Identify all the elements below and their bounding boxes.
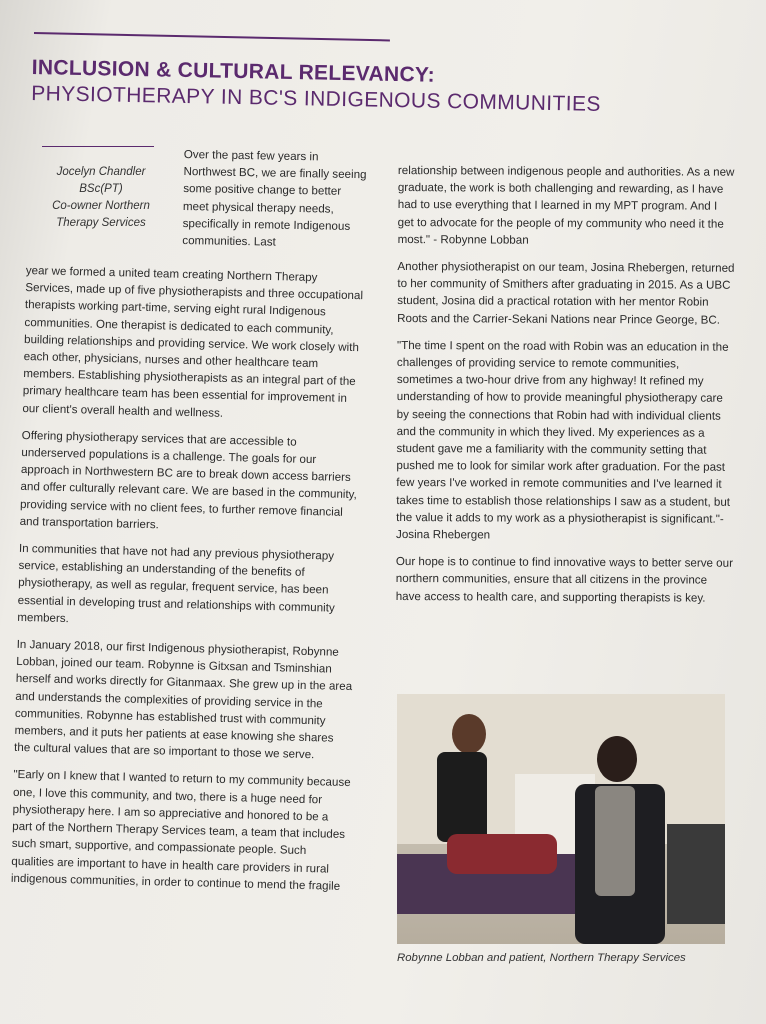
paragraph: Our hope is to continue to find innovative ways to better serve our northern communities, ensure that all citizens in the province have access to health care, and supporting therapists is key. — [395, 555, 733, 605]
paragraph: Another physiotherapist on our team, Josina Rhebergen, returned to her community of Smithers after graduating in 2015. As a UBC student, Josina did a practical rotation with her mentor Robin Roots and the Carrier-Sekani Nations near Prince George, BC. — [397, 260, 735, 327]
left-column — [10, 262, 363, 905]
author-role-line-1: Co-owner Northern — [52, 200, 150, 212]
article-title — [31, 56, 732, 119]
paragraph: In communities that have not had any previous physiotherapy service, establishing an understanding of the benefits of physiotherapy, as well as regular, frequent service, has been essential in developing trust and relationships with community members. — [17, 541, 335, 626]
photo-patient-head — [452, 714, 486, 754]
intro-paragraph: Over the past few years in Northwest BC, we are finally seeing some positive change to better meet physical therapy needs, specifically in remote Indigenous communities. Last — [182, 147, 367, 249]
photo-therapist-head — [597, 736, 637, 782]
photo-patient-legs — [447, 834, 557, 874]
paragraph: year we formed a united team creating Northern Therapy Services, made up of five physiotherapists and three occupational therapists working part-time, serving eight rural Indigenous communities. One therapist is dedicated to each community, building relationships and providing service. We work closely with each other, physicians, nurses and other healthcare team members. Establishing physiotherapists as an integral part of the primary healthcare team has been essential for improvement in our client's overall health and wellness. — [22, 263, 364, 420]
photo-equipment — [667, 824, 725, 924]
paragraph: Offering physiotherapy services that are accessible to underserved populations is a challenge. The goals for our approach in Northwestern BC are to break down access barriers and offer culturally relevant care. We are based in the community, providing service with no client fees, to further remove financial and transportation barriers. — [19, 428, 357, 532]
photo-caption: Robynne Lobban and patient, Northern Therapy Services — [397, 952, 686, 964]
author-byline — [36, 164, 166, 232]
title-line-1: INCLUSION & CULTURAL RELEVANCY: — [31, 56, 436, 87]
author-credential: BSc(PT) — [79, 183, 123, 195]
right-column — [396, 162, 736, 617]
paragraph: In January 2018, our first Indigenous physiotherapist, Robynne Lobban, joined our team. Robynne is Gitxsan and Tsminshian herself and works directly for Gitanmaax. She grew up in the area and understands the complexities of providing service in the communities. Robynne has established trust with community members, and it puts her patients at ease knowing she shares the cultural values that are so important to those we serve. — [13, 637, 353, 762]
article-photo — [397, 694, 725, 944]
title-rule — [34, 32, 390, 41]
author-name: Jocelyn Chandler — [56, 166, 146, 178]
author-role-line-2: Therapy Services — [56, 217, 146, 229]
paragraph: "The time I spent on the road with Robin was an education in the challenges of providing service to remote communities, sometimes a two-hour drive from any highway! It refined my understanding of how to provide meaningful physiotherapy care by seeing the connections that Robin had with individual clients and the community in which they lived. My experiences as a student gave me a familiarity with the community setting that pushed me to look for similar work after graduation. For the past few years I've worked in remote communities and I've learned it takes time to establish those relationships I saw as a student, but the value it adds to my work as a physiotherapist is significant."- Josina Rhebergen — [396, 338, 731, 542]
paragraph: relationship between indigenous people and authorities. As a new graduate, the work is both challenging and rewarding, as I have had to use everything that I learned in my MPT program. And I get to advocate for the people of my community who need it the most." - Robynne Lobban — [397, 163, 735, 247]
paragraph: "Early on I knew that I wanted to return to my community because one, I love this community, and two, there is a huge need for physiotherapy here. I am so appreciative and honored to be a part of the Northern Therapy Services team, a team that includes such smart, supportive, and compassionate people. Such qualities are important to have in health care providers in rural indigenous communities, in order to continue to mend the fragile — [10, 768, 351, 893]
byline-rule — [42, 146, 154, 147]
title-line-2: PHYSIOTHERAPY IN BC'S INDIGENOUS COMMUNITIES — [31, 81, 602, 116]
photo-therapist-scarf — [595, 786, 635, 896]
photo-patient-body — [437, 752, 487, 842]
